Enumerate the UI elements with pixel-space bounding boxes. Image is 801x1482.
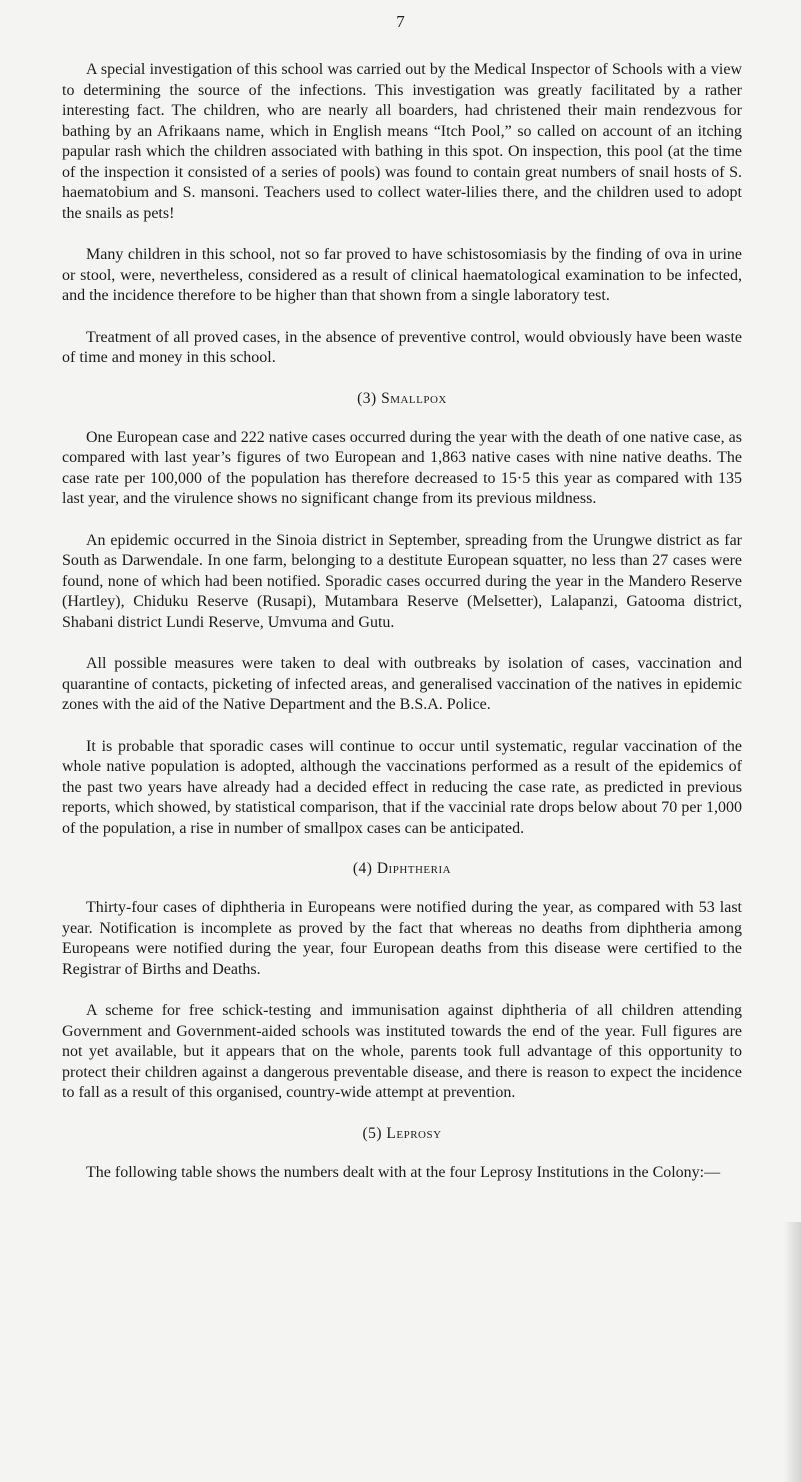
schistosomiasis-section: [62, 60, 742, 369]
paragraph: It is probable that sporadic cases will continue to occur until systematic, regular vaccination of the whole native population is adopted, although the vaccinations performed as a result of the epidemics of the past two years have already had a decided effect in reducing the case rate, as predicted in previous reports, which showed, by statistical comparison, that if the vaccinial rate drops below about 70 per 1,000 of the population, a rise in number of smallpox cases can be anticipated.: [62, 737, 742, 837]
paragraph: One European case and 222 native cases occurred during the year with the death of one native case, as compared with last year’s figures of two European and 1,863 native cases with nine native deaths. The case rate per 100,000 of the population has therefore decreased to 15·5 this year as compared with 135 last year, and the virulence shows no significant change from its previous mildness.: [62, 428, 742, 507]
paragraph: Many children in this school, not so far proved to have schistosomiasis by the finding of ova in urine or stool, were, nevertheless, considered as a result of clinical haematological examination to be infected, and the incidence therefore to be higher than that shown from a single laboratory test.: [62, 246, 742, 304]
paragraph: All possible measures were taken to deal with outbreaks by isolation of cases, vaccination and quarantine of contacts, picketing of infected areas, and generalised vaccination of the natives in epidemic zones with the aid of the Native Department and the B.S.A. Police.: [62, 655, 742, 713]
page-edge-shadow: [783, 1222, 801, 1482]
paragraph: An epidemic occurred in the Sinoia district in September, spreading from the Urungwe district as far South as Darwendale. In one farm, belonging to a destitute European squatter, no less than 27 cases were found, none of which had been notified. Sporadic cases occurred during the year in the Mandero Reserve (Hartley), Chiduku Reserve (Rusapi), Mutambara Reserve (Melsetter), Lalapanzi, Gatooma district, Shabani district Lundi Reserve, Umvuma and Gutu.: [62, 531, 742, 631]
diphtheria-section: [62, 860, 742, 1104]
section-heading-smallpox: (3) Smallpox: [357, 389, 447, 407]
section-heading-diphtheria: (4) Diphtheria: [352, 860, 452, 877]
leprosy-section: [62, 1125, 742, 1184]
smallpox-section: [62, 390, 742, 840]
paragraph: A special investigation of this school was carried out by the Medical Inspector of Schools with a view to determining the source of the infections. This investigation was greatly facilitated by a rather interesting fact. The children, who are nearly all boarders, had christened their main rendezvous for bathing by an Afrikaans name, which in English means “Itch Pool,” so called on account of an itching papular rash which the children associated with bathing in this spot. On inspection, this pool (at the time of the inspection it consisted of a series of pools) was found to contain great numbers of snail hosts of S. haematobium and S. mansoni. Teachers used to collect water-lilies there, and the children used to adopt the snails as pets!: [62, 61, 742, 222]
paragraph: The following table shows the numbers dealt with at the four Leprosy Institutions in the Colony:—: [86, 1163, 721, 1181]
page-number: 7: [396, 12, 405, 31]
paragraph: Treatment of all proved cases, in the absence of preventive control, would obviously have been waste of time and money in this school.: [62, 328, 742, 366]
section-heading-leprosy: (5) Leprosy: [362, 1124, 442, 1142]
page-content: [62, 60, 742, 1204]
paragraph: A scheme for free schick-testing and immunisation against diphtheria of all children attending Government and Government-aided schools was instituted towards the end of the year. Full figures are not yet available, but it appears that on the whole, parents took full advantage of this opportunity to protect their children against a dangerous preventable disease, and there is reason to expect the incidence to fall as a result of this organised, country-wide attempt at prevention.: [62, 1002, 742, 1101]
paragraph: Thirty-four cases of diphtheria in Europeans were notified during the year, as compared with 53 last year. Notification is incomplete as proved by the fact that whereas no deaths from diphtheria among Europeans were notified during the year, four European deaths from this disease were certified to the Registrar of Births and Deaths.: [62, 899, 742, 978]
